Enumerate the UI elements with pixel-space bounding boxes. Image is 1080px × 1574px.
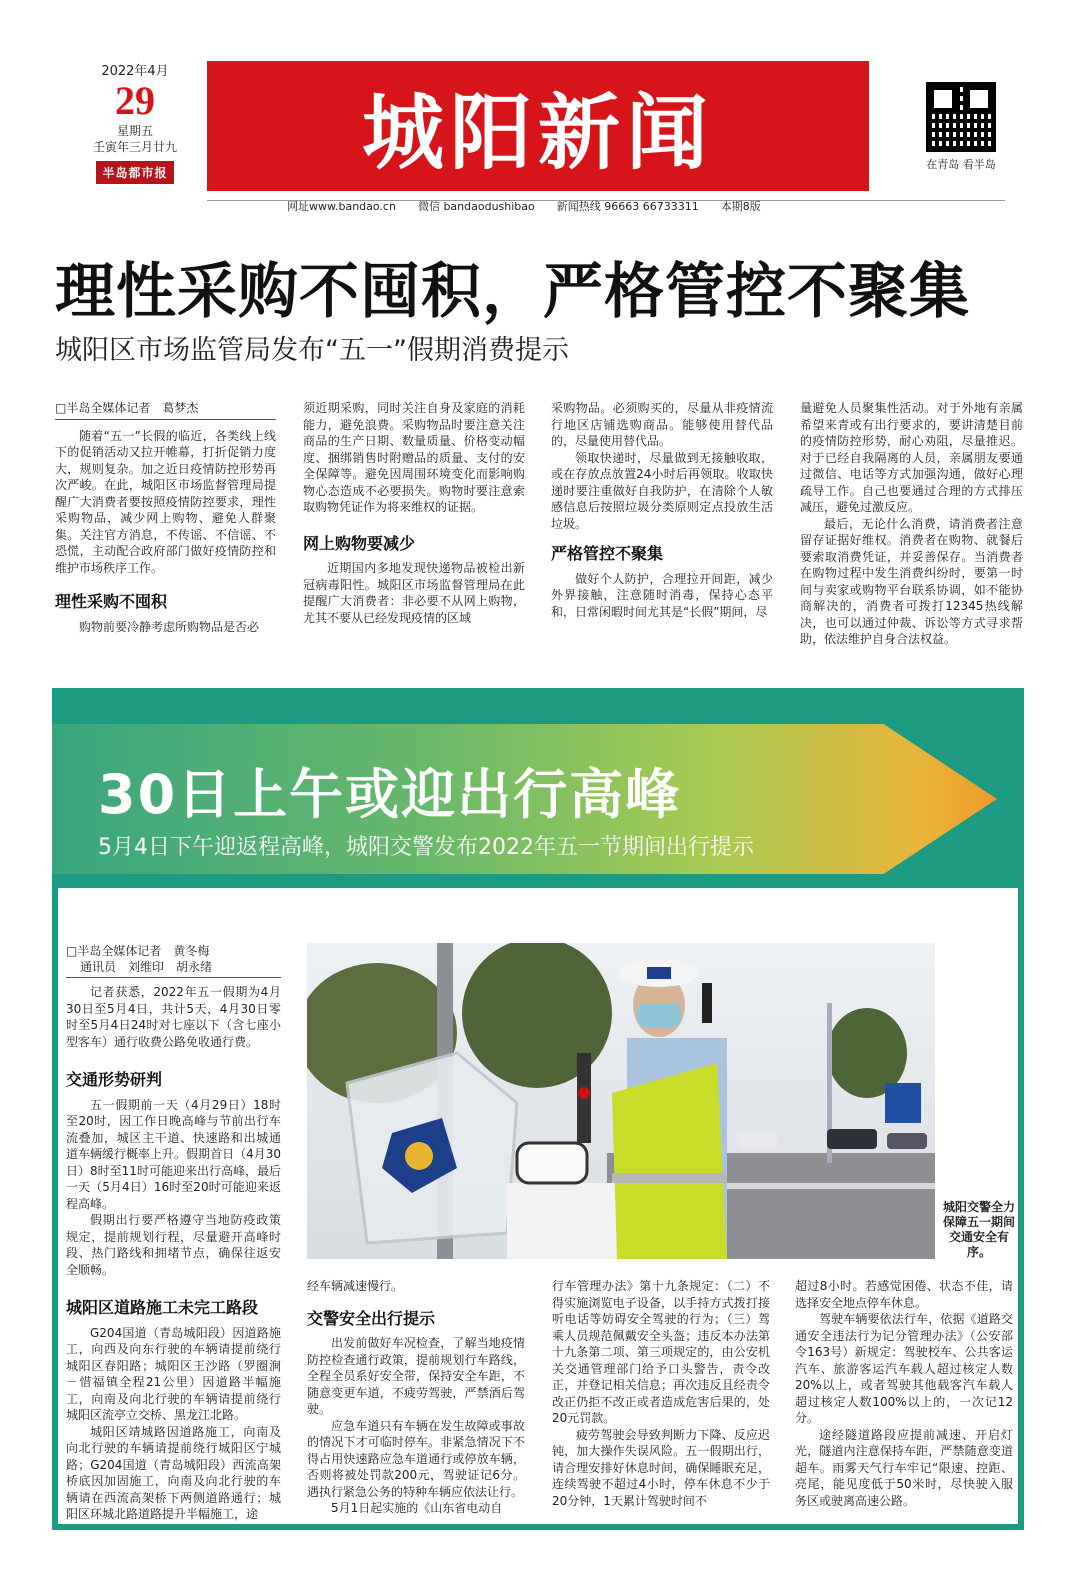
article1-byline: □半岛全媒体记者 葛梦杰	[55, 400, 276, 420]
byline-reporter: □半岛全媒体记者 黄冬梅	[66, 944, 210, 958]
paragraph: 行车管理办法》第十九条规定：（二）不得实施浏览电子设备，以手持方式拨打接听电话等妨碍安全驾驶的行为；（三）驾乘人员规范佩戴安全头盔；违反本办法第十九条第二项、第三项规定的，由公安机关交通管理部门给予口头警告，责令改正，并登记相关信息；再次违反且经责令改正仍拒不改正或者造成危害后果的，处20元罚款。	[552, 1279, 770, 1425]
date-weekday: 星期五	[116, 124, 153, 138]
info-wechat: 微信 bandaodushibao	[417, 200, 535, 213]
paragraph: 经车辆减速慢行。	[307, 1279, 404, 1293]
article2-banner	[52, 688, 1024, 888]
paragraph: 途经隧道路段应提前减速、开启灯光，隧道内注意保持车距，严禁随意变道超车。雨雾天气行车牢记“限速、控距、亮尾，能见度低于50米时，尽快驶入服务区或驶离高速公路。	[795, 1427, 1013, 1508]
paragraph: 应急车道只有车辆在发生故障或事故的情况下才可临时停车。非紧急情况下不得占用快速路应急车道通行或停放车辆，否则将被处罚款200元，驾驶证记6分。遇执行紧急公务的特种车辆应依法让行。	[307, 1418, 525, 1499]
paragraph: 领取快递时，尽量做到无接触收取，或在存放点放置24小时后再领取。收取快递时要注重做好自我防护，在清除个人敏感信息后按照垃圾分类原则定点投放生活垃圾。	[551, 450, 773, 531]
paragraph: G204国道（青岛城阳段）因道路施工，向西及向东行驶的车辆请提前绕行城阳区春阳路；城阳区王沙路（罗圈涧－惜福镇全程21公里）因道路半幅施工，向南及向北行驶的车辆请提前绕行城阳区流亭立交桥、黑龙江北路。	[66, 1325, 281, 1422]
paragraph: 须近期采购，同时关注自身及家庭的消耗能力，避免浪费。采购物品时要注意关注商品的生产日期、数量质量、价格变动幅度、捆绑销售时附赠品的质量、支付的安全保障等。避免因周围环境变化而影响购物心态造成不必要损失。购物时要注意索取购物凭证作为将来维权的证据。	[303, 401, 525, 514]
paragraph: 做好个人防护，合理拉开间距，减少外界接触，注意随时消毒，保持心态平和，日常闲暇时间尤其是“长假”期间，尽	[551, 571, 773, 619]
paragraph: 城阳区靖城路因道路施工，向南及向北行驶的车辆请提前绕行城阳区宁城路；G204国道（青岛城阳段）西流高架桥底因加固施工，向南及向北行驶的车辆请在西流高架桥下两侧道路通行；城阳区环城北路道路提升半幅施工，途	[66, 1424, 281, 1521]
masthead-title-band	[207, 61, 869, 191]
paragraph: 近期国内多地发现快递物品被检出新冠病毒阳性。城阳区市场监督管理局在此提醒广大消费者：非必要不从网上购物，尤其不要从已经发现疫情的区域	[303, 561, 525, 625]
paragraph: 出发前做好车况检查，了解当地疫情防控检查通行政策，提前规划行车路线，全程全员系好安全带，保持安全车距，不随意变更车道，不疲劳驾驶，严禁酒后驾驶。	[307, 1336, 525, 1416]
paragraph: 采购物品。必须购买的，尽量从非疫情流行地区店铺选购商品。能够使用替代品的，尽量使用替代品。	[551, 401, 773, 448]
article2-col2	[307, 1278, 525, 1517]
article2-byline	[66, 943, 281, 978]
subhead: 城阳区道路施工未完工路段	[66, 1298, 259, 1317]
article2-headline: 30日上午或迎出行高峰	[98, 763, 682, 826]
traffic-police-photo	[307, 943, 935, 1259]
paper-logo: 半岛都市报	[96, 161, 173, 184]
paragraph: 最后，无论什么消费，请消费者注意留存证据好维权。消费者在购物、就餐后要索取消费凭证，并妥善保存。当消费者在购物过程中发生消费纠纷时，要第一时间与卖家或购物平台联系协调，如不能协商解决的，消费者可拨打12345热线解决，也可以通过仲裁、诉讼等方式寻求帮助，依法维护自身合法权益。	[800, 516, 1023, 646]
info-hotline: 新闻热线 96663 66733311	[556, 200, 699, 213]
article1-headline: 理性采购不囤积，严格管控不聚集	[55, 257, 970, 327]
frame-right	[1018, 888, 1024, 1528]
byline-correspondent: 通讯员 刘维印 胡永绪	[66, 959, 281, 978]
qr-caption: 在青岛 看半岛	[926, 158, 996, 171]
info-pages: 本期8版	[720, 200, 761, 213]
paragraph: 五一假期前一天（4月29日）18时至20时，因工作日晚高峰与节前出行车流叠加，城区主干道、快速路和出城通道车辆缓行概率上升。假期首日（4月30日）8时至11时可能迎来出行高峰，最后一天（5月4日）16时至20时可能迎来返程高峰。	[66, 1097, 281, 1211]
article1-col4	[800, 400, 1023, 648]
masthead-date	[80, 60, 190, 184]
subhead: 交警安全出行提示	[307, 1308, 436, 1328]
masthead-info	[287, 198, 761, 214]
info-website: 网址www.bandao.cn	[287, 200, 396, 213]
masthead-title: 城阳新闻	[361, 85, 714, 181]
paragraph: 随着“五一”长假的临近，各类线上线下的促销活动又拉开帷幕，打折促销力度大，规则复杂。加之近日疫情防控形势再次严峻。在此，城阳区市场监督管理局提醒广大消费者要按照疫情防控要求，理性采购物品，减少网上购物、避免人群聚集。关注官方消息，不传谣、不信谣、不恐慌，主动配合政府部门做好疫情防控和维护市场秩序工作。	[55, 428, 276, 575]
article2-subheadline: 5月4日下午迎返程高峰，城阳交警发布2022年五一节期间出行提示	[98, 835, 754, 860]
subhead: 网上购物要减少	[303, 533, 416, 553]
paragraph: 量避免人员聚集性活动。对于外地有亲属希望来青或有出行要求的，要讲清楚目前的疫情防控形势，耐心劝阻，尽量推迟。对于已经自我隔离的人员，亲属朋友要通过微信、电话等方式加强沟通，做好心理疏导工作。自己也要通过合理的方式排压减压，避免过激反应。	[800, 401, 1023, 514]
paragraph: 驾驶车辆要依法行车，依据《道路交通安全违法行为记分管理办法》（公安部令163号）新规定：驾驶校车、公共客运汽车、旅游客运汽车载人超过核定人数20%以上，或者驾驶其他载客汽车载人超过核定人数100%以上的，一次记12分。	[795, 1312, 1013, 1425]
paragraph: 疲劳驾驶会导致判断力下降、反应迟钝，加大操作失误风险。五一假期出行，请合理安排好休息时间，确保睡眠充足，连续驾驶不超过4小时，停车休息不少于20分钟，1天累计驾驶时间不	[552, 1427, 770, 1508]
article2-col4	[795, 1278, 1013, 1509]
news-photo	[307, 943, 935, 1259]
date-day: 29	[115, 78, 155, 123]
qr-block	[918, 82, 1004, 172]
paragraph: 记者获悉，2022年五一假期为4月30日至5月4日，共计5天，4月30日零时至5月4日24时对七座以下（含七座小型客车）通行收费公路免收通行费。	[66, 985, 281, 1049]
frame-bottom	[52, 1524, 1024, 1530]
photo-caption: 城阳交警全力保障五一期间交通安全有序。	[942, 1200, 1015, 1259]
article2-col3	[552, 1278, 770, 1509]
paragraph: 5月1日起实施的《山东省电动自	[331, 1501, 503, 1515]
date-lunar: 壬寅年三月廿九	[92, 140, 177, 154]
paragraph: 假期出行要严格遵守当地防疫政策规定，提前规划行程，尽量避开高峰时段、热门路线和拥堵节点，确保往返安全顺畅。	[66, 1213, 281, 1277]
article1-subheadline: 城阳区市场监管局发布“五一”假期消费提示	[55, 335, 569, 366]
paragraph: 购物前要冷静考虑所购物品是否必	[79, 619, 260, 634]
frame-left	[52, 888, 58, 1528]
article1-col1	[55, 400, 276, 635]
qr-code-icon[interactable]	[926, 82, 996, 152]
paragraph: 超过8小时。若感觉困倦、状态不佳，请选择安全地点停车休息。	[795, 1279, 1013, 1310]
date-year-month: 2022年4月	[101, 64, 169, 79]
article2-col1	[66, 943, 281, 1523]
article1-col2	[303, 400, 525, 626]
subhead: 严格管控不聚集	[551, 544, 664, 563]
article1-col3	[551, 400, 773, 620]
subhead: 交通形势研判	[66, 1070, 163, 1089]
subhead: 理性采购不囤积	[55, 592, 168, 611]
